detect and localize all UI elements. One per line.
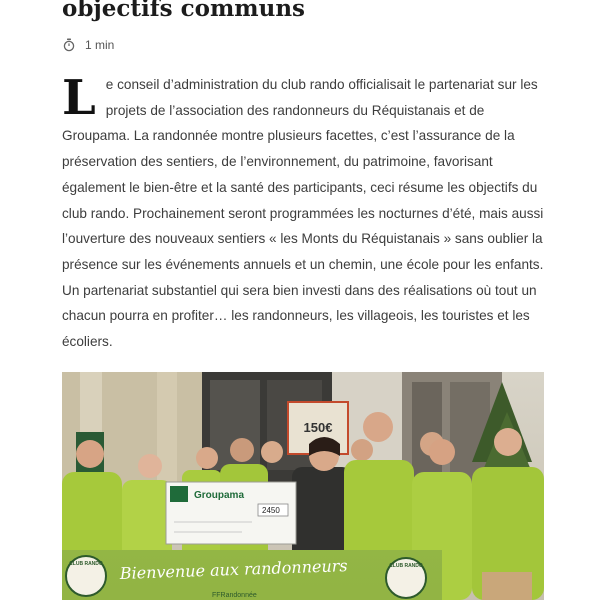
- badge-right: CLUB RANDO: [389, 563, 423, 569]
- badge-left: CLUB RANDO: [69, 561, 103, 567]
- article-body: [62, 72, 544, 355]
- drop-cap: L: [62, 70, 96, 126]
- article-title: objectifs communs: [62, 0, 306, 22]
- poster-price: 150€: [303, 420, 333, 435]
- cheque: [166, 482, 296, 544]
- stopwatch-icon: [63, 38, 75, 52]
- read-time: 1 min: [85, 38, 115, 52]
- article-paragraph: e conseil d’administration du club rando officialisait le partenariat sur les projets de l’association des randonneurs du Réquistanais et de Groupama. La randonnée montre plusieurs facettes, c’est l’assurance de la préservation des sentiers, de l’environnement, du patrimoine, favorisant également le bien-être et la santé des participants, ceci résume les objectifs du club rando. Prochainement seront programmées les nocturnes d’été, mais aussi l’ouverture des nouveaux sentiers « les Monts du Réquistanais » sans oublier la présence sur les événements annuels et un chemin, une école pour les enfants. Un partenariat substantiel qui sera bien investi dans des réalisations où tout un chacun pourra en profiter… les randonneurs, les villageois, les touristes et les écoliers.: [62, 77, 544, 350]
- cheque-amount: 2450: [262, 506, 280, 515]
- article-photo: [62, 372, 544, 600]
- banner-footer: FFRandonnée: [212, 592, 257, 599]
- banner-text: Bienvenue aux randonneurs: [119, 556, 348, 583]
- article-meta: [63, 38, 114, 52]
- welcome-banner: [62, 550, 442, 600]
- cheque-brand: Groupama: [194, 490, 245, 501]
- photo-illustration: [62, 372, 544, 600]
